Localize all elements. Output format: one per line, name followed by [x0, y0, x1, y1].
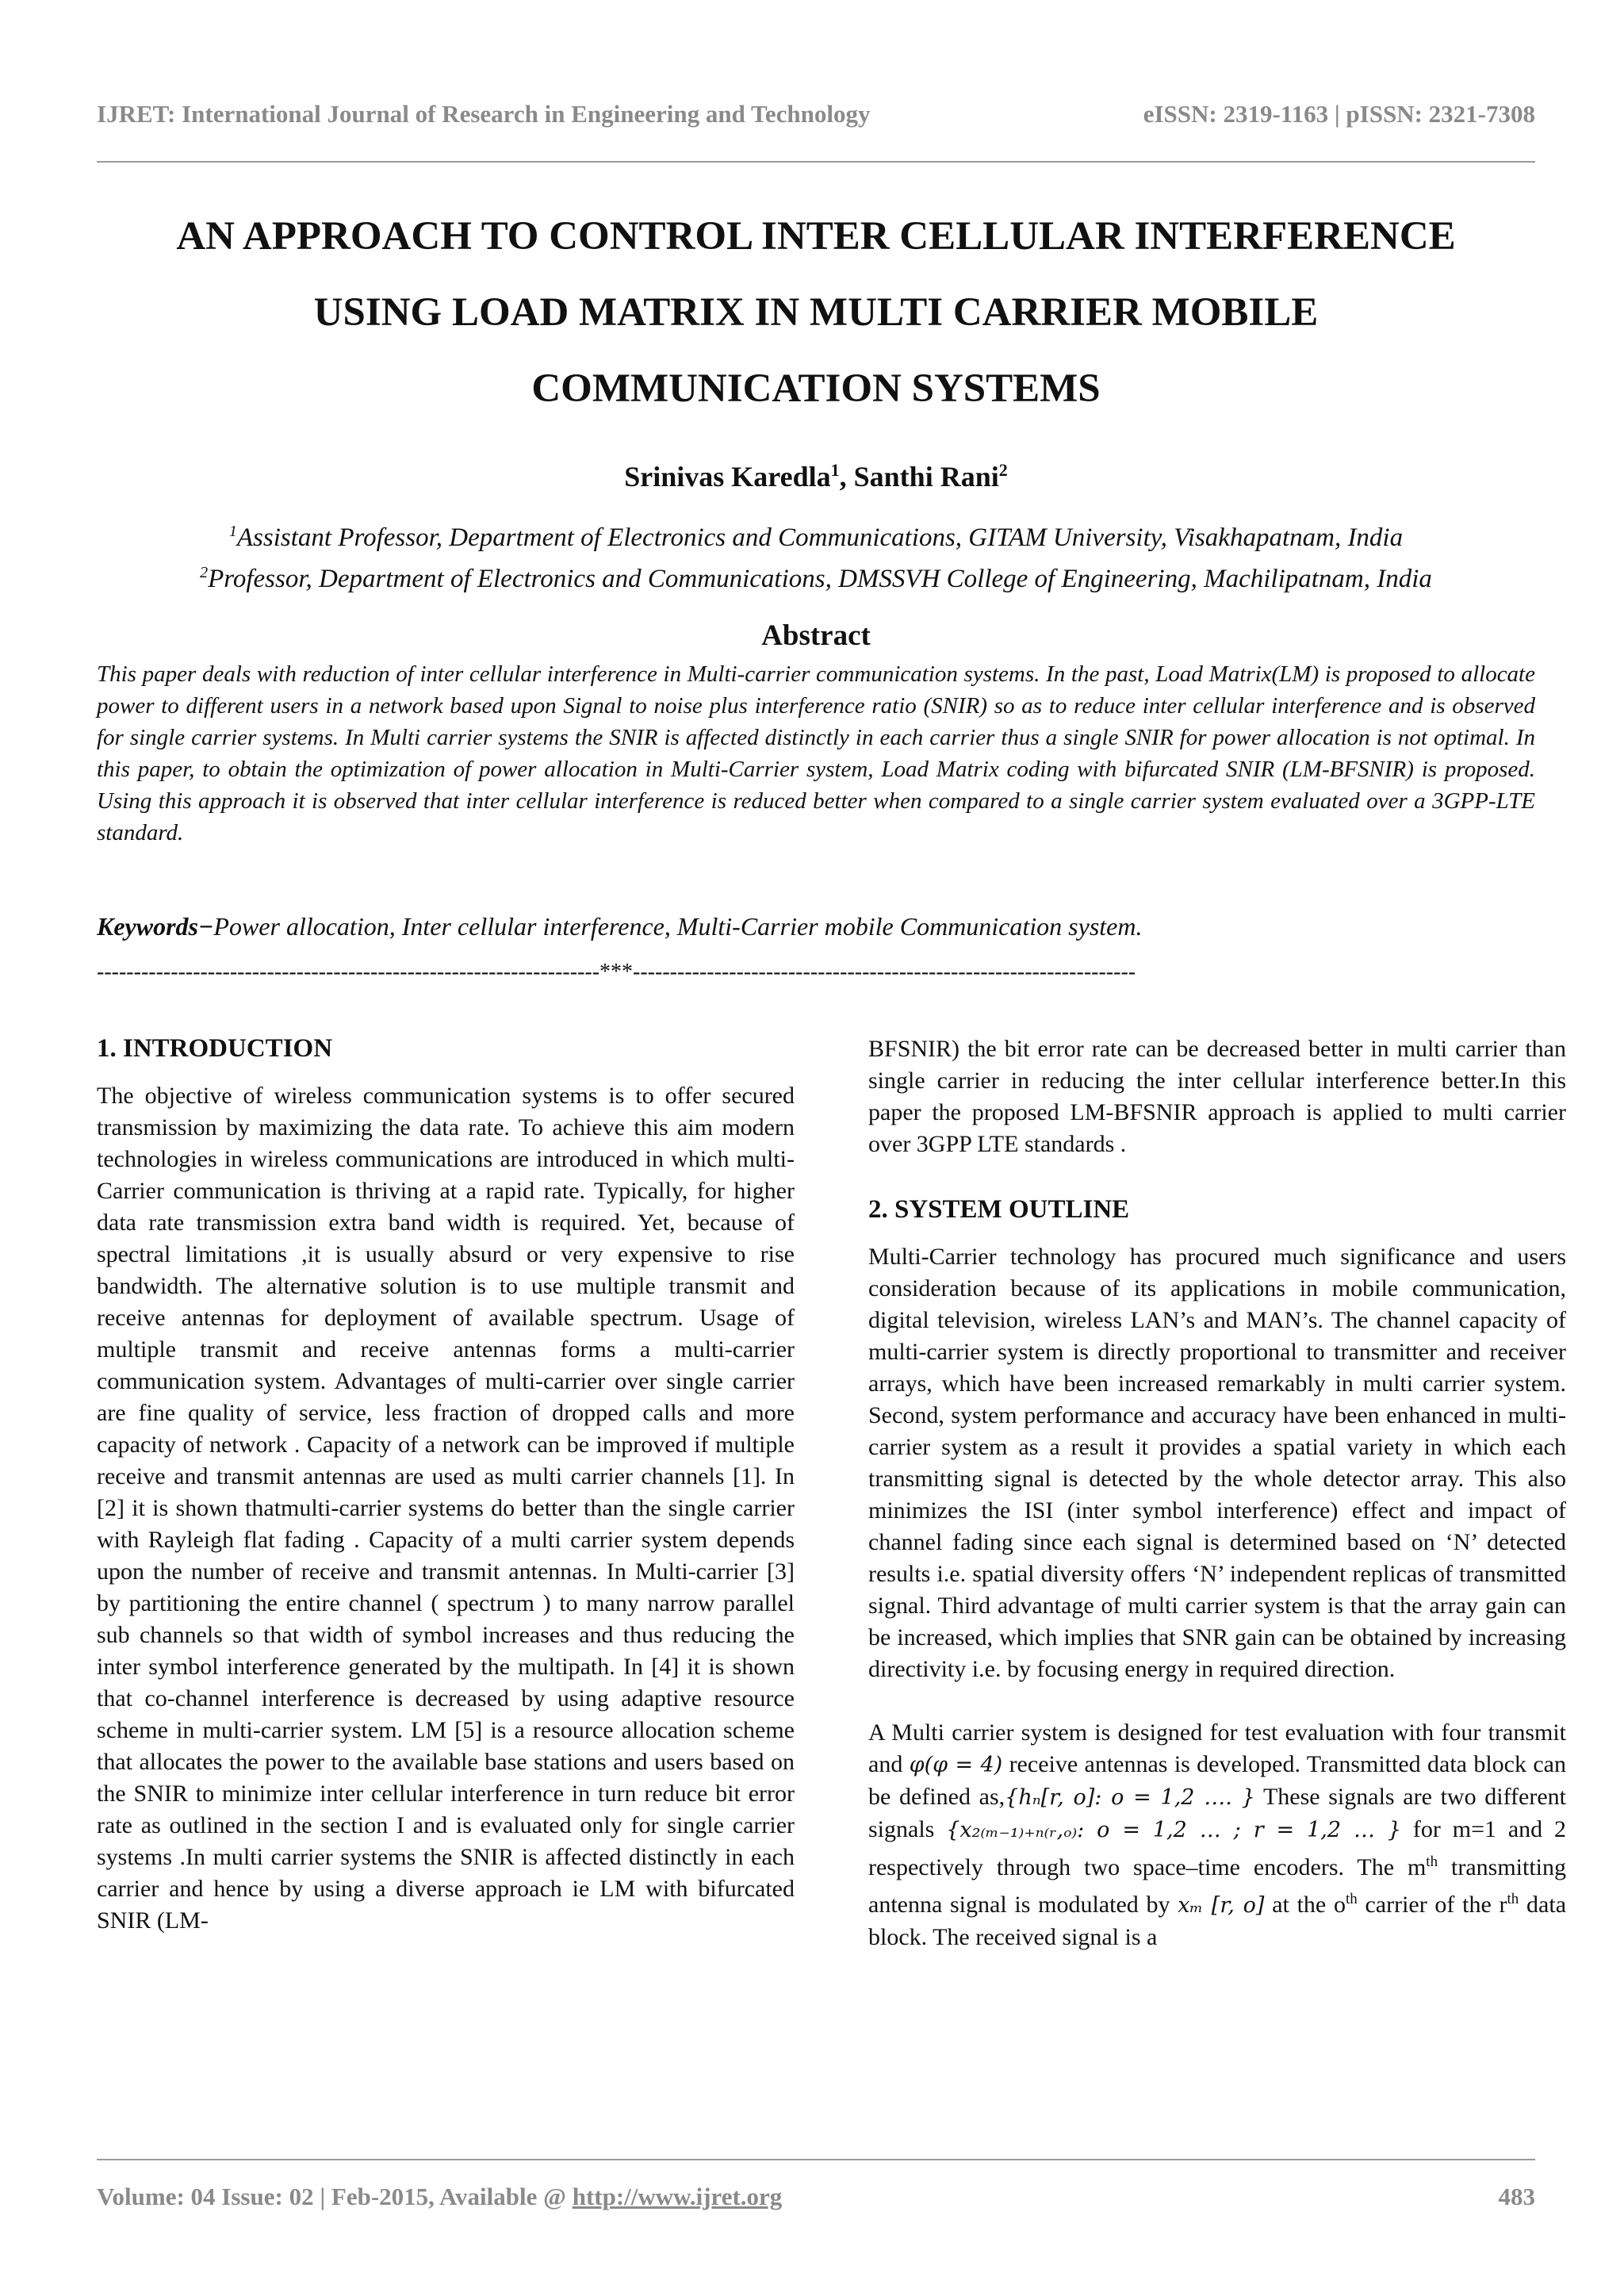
keywords-text: Power allocation, Inter cellular interference, Multi-Carrier mobile Communication system. [213, 912, 1143, 941]
section-1-continued: BFSNIR) the bit error rate can be decreased better in multi carrier than single carrier in reducing the inter cellular interference better.In this paper the proposed LM-BFSNIR approach is applied to multi carrier over 3GPP LTE standards . [868, 1036, 1566, 1157]
section-2-heading: 2. SYSTEM OUTLINE [868, 1195, 1130, 1224]
p2-sup-3: th [1507, 1891, 1519, 1907]
p2-text-e: transmitting antenna signal is modulated by [868, 1854, 1566, 1918]
section-1-text: The objective of wireless communication systems is to offer secured transmission by maximizing the data rate. To achieve this aim modern technologies in wireless communications are introduced in which multi-Carrier communication is thriving at a rapid rate. Typically, for higher data rate transmission extra band width is required. Yet, because of spectral limitations ,it is usually absurd or very expensive to rise bandwidth. The alternative solution is to use multiple transmit and receive antennas for deployment of available spectrum. Usage of multiple transmit and receive antennas forms a multi-carrier communication system. Advantages of multi-carrier over single carrier are fine quality of service, less fraction of dropped calls and more capacity of network . Capacity of a network can be improved if multiple receive and transmit antennas are used as multi carrier channels [1]. In [2] it is shown thatmulti-carrier systems do better than the single carrier with Rayleigh flat fading . Capacity of a multi carrier system depends upon the number of receive and transmit antennas. In Multi-carrier [3] by partitioning the entire channel ( spectrum ) to many narrow parallel sub channels so that width of symbol increases and thus reducing the inter symbol interference generated by the multipath. In [4] it is shown that co-channel interference is decreased by using adaptive resource scheme in multi-carrier system. LM [5] is a resource allocation scheme that allocates the power to the available base stations and users based on the SNIR to minimize inter cellular interference in turn reduce bit error rate as outlined in the section I and is evaluated only for single carrier systems .In multi carrier systems the SNIR is affected distinctly in each carrier and hence by using a diverse approach ie LM with bifurcated SNIR (LM- [97, 1083, 795, 1934]
author-1: Srinivas Karedla [624, 461, 831, 493]
p2-text-b: receive antennas is developed. Transmitted data block can be defined as, [868, 1751, 1566, 1810]
math-signals: {x₂₍ₘ₋₁₎₊ₙ₍ᵣ,ₒ₎: o = 1,2 … ; r = 1,2 … } [946, 1818, 1402, 1842]
p2-text-a: A Multi carrier system is designed for test evaluation with four transmit and [868, 1719, 1566, 1777]
math-xm: xₘ [r, o] [1178, 1893, 1265, 1918]
section-1-heading: 1. INTRODUCTION [97, 1034, 333, 1063]
footer-rule [97, 2159, 1535, 2160]
abstract-heading: Abstract [761, 619, 871, 652]
affiliations [97, 514, 1535, 596]
affiliation-2 [97, 555, 1535, 596]
p2-sup-1: th [1426, 1853, 1438, 1870]
footer-volume-text: Volume: 04 Issue: 02 | Feb-2015, Available @ [97, 2183, 573, 2210]
author-separator: , [839, 461, 854, 493]
affiliation-1-sup: 1 [228, 523, 237, 540]
journal-name: IJRET: International Journal of Research in Engineering and Technology [97, 100, 871, 128]
spacer [868, 1685, 1566, 1717]
left-column [97, 1031, 795, 1937]
p2-sup-2: th [1345, 1891, 1358, 1907]
issn: eISSN: 2319-1163 | pISSN: 2321-7308 [1143, 100, 1535, 128]
section-2-para-2 [868, 1717, 1566, 1953]
p2-text-g: carrier of the r [1357, 1892, 1507, 1918]
author-2: Santhi Rani [853, 461, 999, 493]
abstract-text: This paper deals with reduction of inter cellular interference in Multi-carrier communication systems. In the past, Load Matrix(LM) is proposed to allocate power to different users in a network based upon Signal to noise plus interference ratio (SNIR) so as to reduce inter cellular interference and is observed for single carrier systems. In Multi carrier systems the SNIR is affected distinctly in each carrier thus a single SNIR for power allocation is not optimal. In this paper, to obtain the optimization of power allocation in Multi-Carrier system, Load Matrix coding with bifurcated SNIR (LM-BFSNIR) is proposed. Using this approach it is observed that inter cellular interference is reduced better when compared to a single carrier system evaluated over a 3GPP-LTE standard. [97, 661, 1535, 845]
title-line-3: COMMUNICATION SYSTEMS [531, 366, 1101, 411]
page-number: 483 [1498, 2183, 1535, 2210]
p2-text-f: at the o [1264, 1892, 1346, 1918]
p2-text-c: These signals are two different signals [868, 1784, 1567, 1842]
title-line-2: USING LOAD MATRIX IN MULTI CARRIER MOBILE [313, 290, 1319, 335]
section-2-para-1: Multi-Carrier technology has procured much significance and users consideration because of its applications in mobile communication, digital television, wireless LAN’s and MAN’s. The channel capacity of multi-carrier system is directly proportional to transmitter and receiver arrays, which have been increased remarkably in multi carrier system. Second, system performance and accuracy have been enhanced in multi-carrier system as a result it provides a spatial variety in which each transmitting signal is detected by the whole detector array. This also minimizes the ISI (inter symbol interference) effect and impact of channel fading since each signal is determined based on ‘N’ detected results i.e. spatial diversity offers ‘N’ independent replicas of transmitted signal. Third advantage of multi carrier system is that the array gain can be increased, which implies that SNR gain can be obtained by increasing directivity i.e. by focusing energy in required direction. [868, 1244, 1566, 1682]
math-data-block: {hₙ[r, o]: o = 1,2 …. } [1005, 1785, 1255, 1810]
paper-title [97, 198, 1535, 427]
title-line-1: AN APPROACH TO CONTROL INTER CELLULAR INTERFERENCE [176, 214, 1456, 259]
footer-volume [97, 2183, 782, 2211]
math-phi: φ(φ = 4) [909, 1753, 1003, 1777]
section-separator: --------------------------------------------------------------------***-------------------------------------------------------------------- [97, 960, 1136, 984]
p2-text-d: for m=1 and 2 respectively through two space–time encoders. The m [868, 1816, 1566, 1880]
journal-url-link[interactable]: http://www.ijret.org [572, 2183, 783, 2210]
keywords [97, 912, 1535, 941]
running-header [97, 100, 1535, 132]
right-column [868, 1033, 1566, 1953]
authors [97, 460, 1535, 493]
p2-text-h: data block. The received signal is a [868, 1892, 1567, 1950]
affiliation-2-text: Professor, Department of Electronics and Communications, DMSSVH College of Engineering, Machilipatnam, India [208, 565, 1432, 593]
affiliation-1 [97, 514, 1535, 555]
spacer [868, 1160, 1566, 1192]
author-1-sup: 1 [830, 460, 840, 480]
affiliation-1-text: Assistant Professor, Department of Electronics and Communications, GITAM University, Visakhapatnam, India [236, 523, 1404, 552]
author-2-sup: 2 [998, 460, 1008, 480]
affiliation-2-sup: 2 [200, 564, 209, 581]
keywords-label: Keywords− [97, 912, 214, 941]
header-rule [97, 161, 1535, 163]
